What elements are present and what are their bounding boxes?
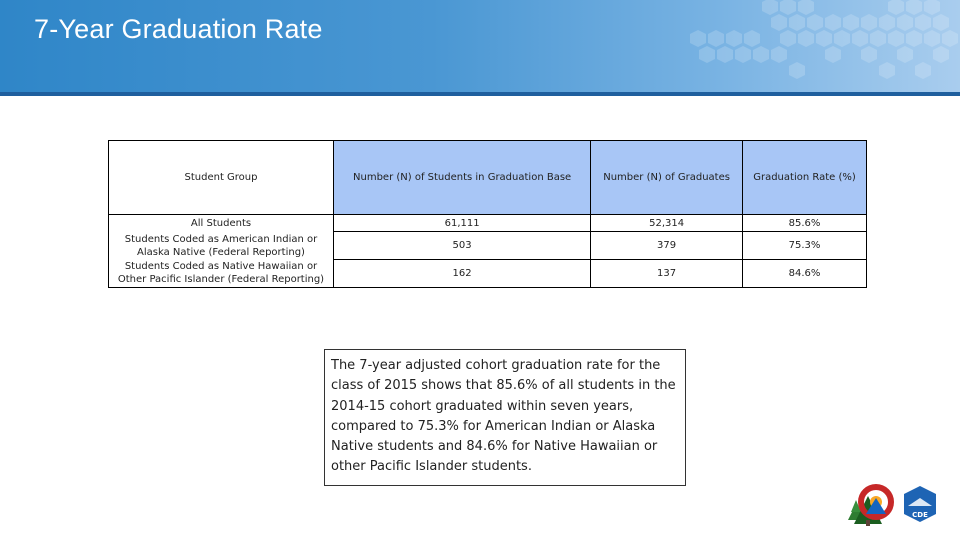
- header-graduation-base: Number (N) of Students in Graduation Base: [334, 141, 591, 215]
- row-graduates: 52,314: [591, 215, 743, 232]
- cde-logo-label: CDE: [912, 511, 928, 519]
- header-student-group: Student Group: [109, 141, 334, 215]
- row-student-group: Students Coded as Native Hawaiian or Other Pacific Islander (Federal Reporting): [109, 260, 334, 288]
- colorado-logo-icon: [848, 487, 891, 526]
- cde-logo-icon: [904, 486, 936, 522]
- row-graduation-rate: 85.6%: [743, 215, 867, 232]
- table-row: [109, 232, 867, 260]
- table-row: [109, 215, 867, 232]
- banner-underline: [0, 92, 960, 96]
- slide-title: 7-Year Graduation Rate: [34, 14, 323, 44]
- graduation-rate-table: [108, 140, 867, 288]
- row-graduates: 379: [591, 232, 743, 260]
- hexagon-pattern-icon: [660, 0, 960, 92]
- row-graduation-base: 162: [334, 260, 591, 288]
- title-banner: [0, 0, 960, 92]
- row-graduation-base: 503: [334, 232, 591, 260]
- table-row: [109, 260, 867, 288]
- row-student-group: Students Coded as American Indian or Alaska Native (Federal Reporting): [109, 232, 334, 260]
- table-header-row: [109, 141, 867, 215]
- header-graduation-rate: Graduation Rate (%): [743, 141, 867, 215]
- row-graduation-rate: 84.6%: [743, 260, 867, 288]
- row-graduation-base: 61,111: [334, 215, 591, 232]
- colorado-mountain-logo-icon: [846, 480, 946, 528]
- row-graduation-rate: 75.3%: [743, 232, 867, 260]
- header-graduates: Number (N) of Graduates: [591, 141, 743, 215]
- row-graduates: 137: [591, 260, 743, 288]
- summary-text-box: The 7-year adjusted cohort graduation rate for the class of 2015 shows that 85.6% of all students in the 2014-15 cohort graduated within seven years, compared to 75.3% for American Indian or Alaska Native students and 84.6% for Native Hawaiian or other Pacific Islander students.: [324, 349, 686, 486]
- row-student-group: All Students: [109, 215, 334, 232]
